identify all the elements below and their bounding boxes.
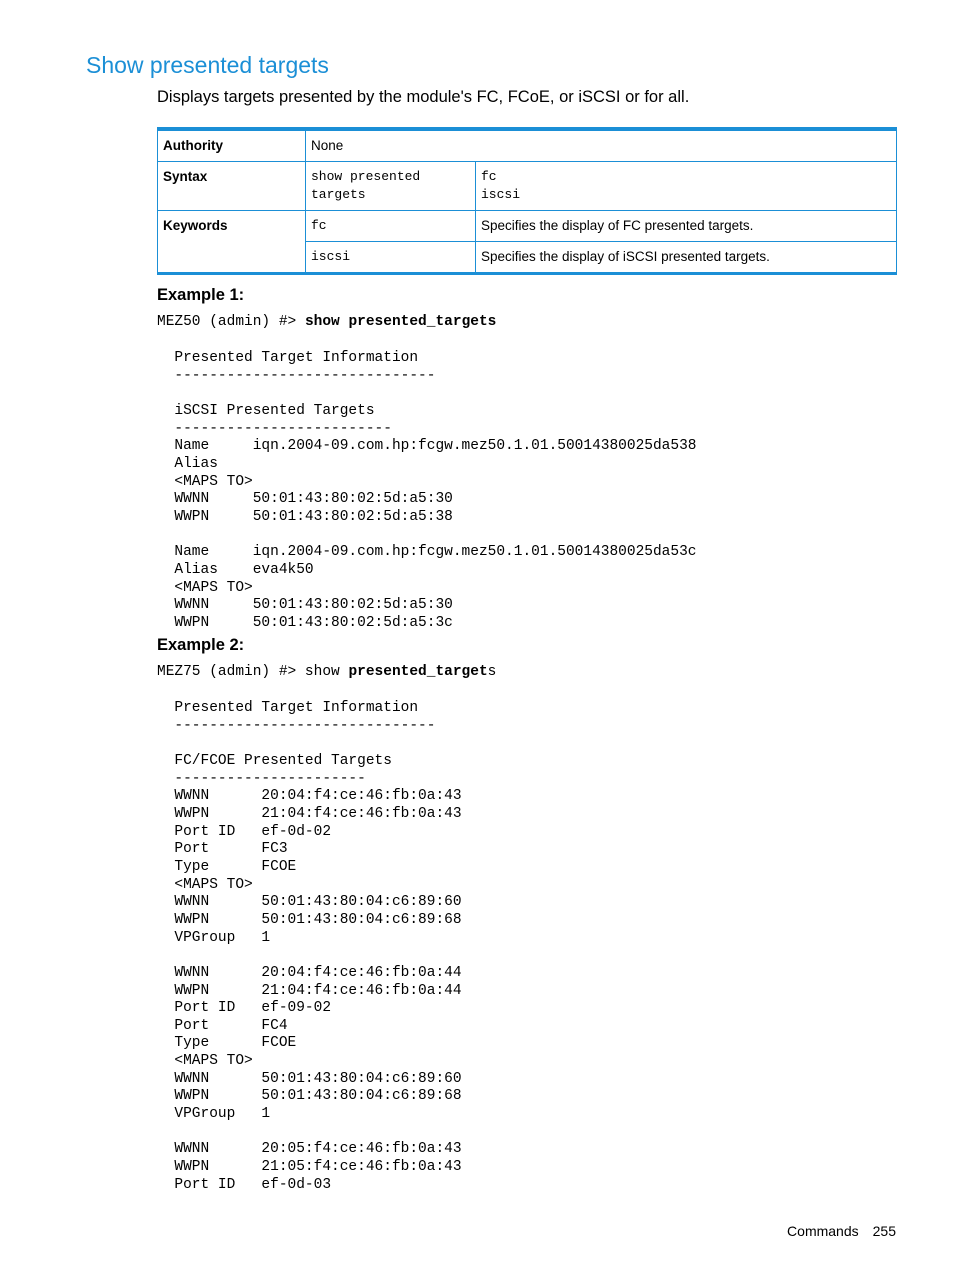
output-line: WWPN 21:04:f4:ce:46:fb:0a:43 (157, 805, 462, 822)
output-line: ------------------------------ (157, 367, 436, 384)
output-line: WWPN 21:04:f4:ce:46:fb:0a:44 (157, 982, 462, 999)
example2-command: presented_target (348, 664, 488, 680)
output-line: Type FCOE (157, 1035, 297, 1052)
output-line: WWNN 20:04:f4:ce:46:fb:0a:44 (157, 964, 462, 981)
output-line: WWPN 50:01:43:80:04:c6:89:68 (157, 1088, 462, 1105)
example1-command-line (157, 314, 496, 330)
output-line: ------------------------- (157, 420, 392, 437)
output-line: <MAPS TO> (157, 1053, 253, 1070)
output-line: ------------------------------ (157, 717, 436, 734)
output-line (157, 385, 697, 403)
example2-command-tail: s (487, 664, 497, 680)
page-number: 255 (872, 1223, 896, 1239)
example2-output (157, 700, 462, 1194)
keyword-description: Specifies the display of iSCSI presented targets. (476, 242, 897, 274)
syntax-label: Syntax (158, 162, 306, 211)
syntax-command-line: targets (311, 187, 366, 202)
page-footer (787, 1223, 896, 1239)
output-line: VPGroup 1 (157, 929, 271, 946)
output-line: <MAPS TO> (157, 579, 253, 596)
output-line: WWNN 50:01:43:80:04:c6:89:60 (157, 1070, 462, 1087)
output-line: Port ID ef-0d-02 (157, 823, 332, 840)
authority-label: Authority (158, 129, 306, 162)
example1-prompt: MEZ50 (admin) #> (157, 314, 305, 330)
output-line (157, 735, 462, 753)
output-line (157, 527, 697, 545)
output-line: Port FC3 (157, 841, 288, 858)
output-line: Name iqn.2004-09.com.hp:fcgw.mez50.1.01.50014380025da53c (157, 544, 697, 561)
output-line: Port ID ef-0d-03 (157, 1176, 332, 1193)
output-line: Name iqn.2004-09.com.hp:fcgw.mez50.1.01.50014380025da538 (157, 438, 697, 455)
footer-section: Commands (787, 1223, 859, 1239)
example2-prompt: MEZ75 (admin) #> show (157, 664, 349, 680)
example2-heading: Example 2: (157, 636, 245, 654)
authority-value: None (306, 129, 897, 162)
keyword-description: Specifies the display of FC presented targets. (476, 211, 897, 242)
output-line (157, 947, 462, 965)
output-line: ---------------------- (157, 770, 366, 787)
output-line: FC/FCOE Presented Targets (157, 752, 392, 769)
output-line: WWPN 50:01:43:80:02:5d:a5:38 (157, 508, 453, 525)
syntax-row (158, 162, 897, 211)
example2-command-line (157, 664, 496, 680)
syntax-argument: iscsi (481, 187, 521, 202)
output-line: iSCSI Presented Targets (157, 402, 375, 419)
output-line: Alias eva4k50 (157, 561, 314, 578)
output-line: Presented Target Information (157, 350, 419, 366)
output-line: Type FCOE (157, 858, 297, 875)
output-line: WWNN 50:01:43:80:04:c6:89:60 (157, 894, 462, 911)
output-line: WWPN 50:01:43:80:04:c6:89:68 (157, 911, 462, 928)
output-line: <MAPS TO> (157, 876, 253, 893)
keyword-name: fc (306, 211, 476, 242)
output-line: Port FC4 (157, 1017, 288, 1034)
page-title: Show presented targets (86, 52, 329, 78)
example1-heading: Example 1: (157, 286, 245, 304)
keyword-row (158, 211, 897, 242)
command-reference-table (157, 127, 897, 275)
output-line: Port ID ef-09-02 (157, 1000, 332, 1017)
output-line: Alias (157, 455, 218, 472)
output-line: WWPN 50:01:43:80:02:5d:a5:3c (157, 614, 453, 631)
output-line: <MAPS TO> (157, 473, 253, 490)
output-line: WWNN 20:05:f4:ce:46:fb:0a:43 (157, 1141, 462, 1158)
keywords-label: Keywords (158, 211, 306, 274)
syntax-command-line: show presented (311, 169, 421, 184)
authority-row (158, 129, 897, 162)
syntax-argument: fc (481, 169, 497, 184)
output-line: WWPN 21:05:f4:ce:46:fb:0a:43 (157, 1159, 462, 1176)
example1-command: show presented_targets (304, 314, 497, 330)
output-line (157, 1124, 462, 1142)
syntax-command (306, 162, 476, 211)
output-line: Presented Target Information (157, 700, 419, 716)
output-line: WWNN 50:01:43:80:02:5d:a5:30 (157, 597, 453, 614)
output-line: WWNN 50:01:43:80:02:5d:a5:30 (157, 491, 453, 508)
example1-output (157, 350, 697, 633)
output-line: WWNN 20:04:f4:ce:46:fb:0a:43 (157, 788, 462, 805)
keyword-name: iscsi (306, 242, 476, 274)
output-line: VPGroup 1 (157, 1106, 271, 1123)
intro-text: Displays targets presented by the module's FC, FCoE, or iSCSI or for all. (157, 88, 690, 106)
syntax-arguments (476, 162, 897, 211)
